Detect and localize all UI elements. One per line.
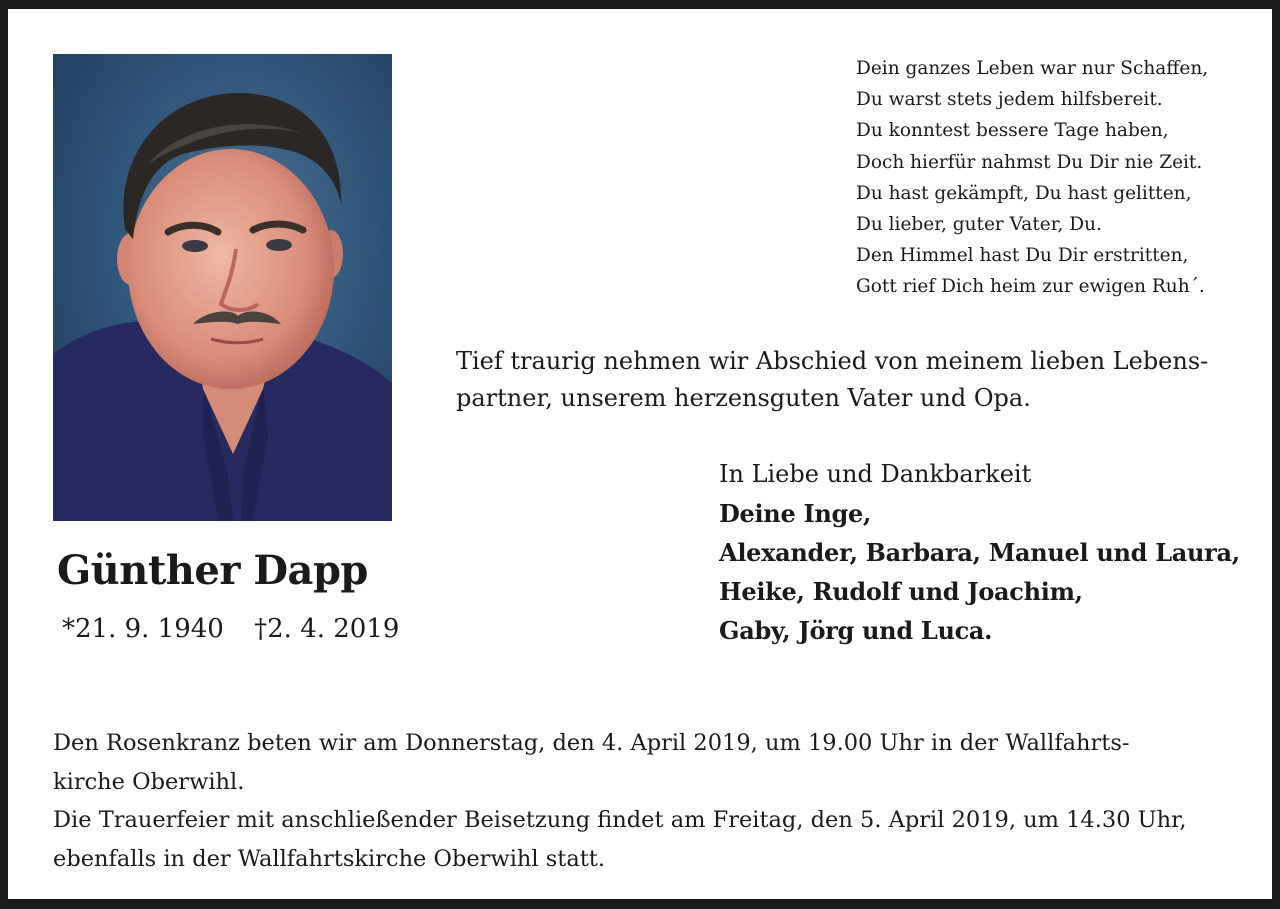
service-line: kirche Oberwihl.	[53, 768, 245, 795]
mourners-signature	[719, 455, 1240, 650]
mourner-names-line: Deine Inge,	[719, 499, 872, 528]
mourner-names-line: Gaby, Jörg und Luca.	[719, 616, 993, 645]
portrait-illustration	[53, 54, 392, 521]
poem-line: Den Himmel hast Du Dir erstritten,	[856, 245, 1189, 267]
signature-intro: In Liebe und Dankbarkeit	[719, 460, 1032, 488]
poem-line: Du lieber, guter Vater, Du.	[856, 213, 1102, 235]
farewell-line: Tief traurig nehmen wir Abschied von meinem lieben Lebens-	[456, 347, 1209, 375]
poem-line: Gott rief Dich heim zur ewigen Ruh´.	[856, 276, 1205, 298]
service-line: Den Rosenkranz beten wir am Donnerstag, den 4. April 2019, um 19.00 Uhr in der Wallfahrts-	[53, 730, 1130, 756]
deceased-name: Günther Dapp	[57, 547, 368, 594]
service-line: ebenfalls in der Wallfahrtskirche Oberwihl statt.	[53, 845, 605, 872]
mourner-names-line: Alexander, Barbara, Manuel und Laura,	[719, 538, 1240, 567]
poem-line: Doch hierfür nahmst Du Dir nie Zeit.	[856, 151, 1203, 173]
memorial-poem	[856, 53, 1208, 303]
death-date: †2. 4. 2019	[254, 614, 400, 644]
poem-line: Du warst stets jedem hilfsbereit.	[856, 89, 1163, 111]
service-line: Die Trauerfeier mit anschließender Beisetzung findet am Freitag, den 5. April 2019, um 14.30 Uhr,	[53, 807, 1187, 833]
life-dates	[62, 611, 421, 647]
farewell-text	[456, 343, 1208, 417]
birth-date: *21. 9. 1940	[62, 614, 224, 644]
service-information	[53, 724, 1187, 878]
farewell-line: partner, unserem herzensguten Vater und Opa.	[456, 384, 1031, 412]
mourner-names-line: Heike, Rudolf und Joachim,	[719, 577, 1083, 606]
poem-line: Du konntest bessere Tage haben,	[856, 120, 1169, 142]
poem-line: Dein ganzes Leben war nur Schaffen,	[856, 58, 1209, 79]
poem-line: Du hast gekämpft, Du hast gelitten,	[856, 182, 1192, 204]
portrait-photo	[53, 54, 392, 521]
